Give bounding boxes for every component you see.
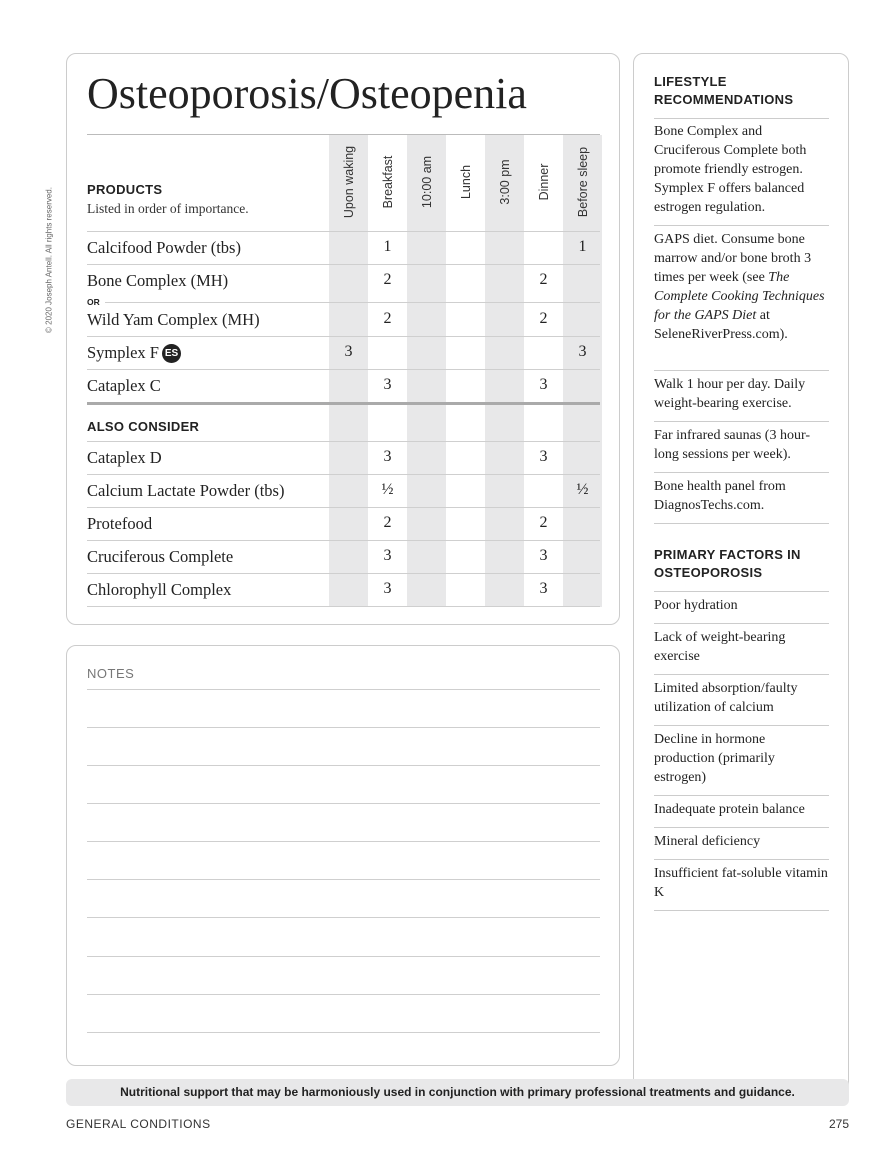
factor-item: Limited absorption/faulty utilization of calcium xyxy=(654,681,798,715)
notes-line xyxy=(87,841,600,842)
section-name: GENERAL CONDITIONS xyxy=(66,1117,211,1131)
row-divider xyxy=(87,441,600,442)
dose-cell: 3 xyxy=(344,343,353,360)
factor-item: Mineral deficiency xyxy=(654,834,761,849)
sidebar-divider xyxy=(654,472,829,473)
or-label: OR xyxy=(87,297,100,307)
column-header-3pm: 3:00 pm xyxy=(497,158,512,205)
lifestyle-item-gaps-diet: GAPS diet. Consume bone marrow and/or bone broth 3 times per week (see The Complete Cooking Techniques for the GAPS Diet at SeleneRiverPress.com). xyxy=(654,232,825,342)
es-badge: ES xyxy=(162,344,181,363)
row-label-calcium-lactate: Calcium Lactate Powder (tbs) xyxy=(87,481,285,500)
row-label-calcifood: Calcifood Powder (tbs) xyxy=(87,238,241,257)
column-header-dinner: Dinner xyxy=(536,163,551,200)
sidebar-divider xyxy=(654,523,829,524)
sidebar-divider xyxy=(654,623,829,624)
column-header-breakfast: Breakfast xyxy=(380,155,395,208)
notes-line xyxy=(87,956,600,957)
dose-cell: ½ xyxy=(381,481,394,498)
sidebar-divider xyxy=(654,859,829,860)
notes-line xyxy=(87,765,600,766)
row-divider xyxy=(87,369,600,370)
product-schedule-card xyxy=(66,53,620,625)
dose-cell: 3 xyxy=(539,448,548,465)
lifestyle-item-walk: Walk 1 hour per day. Daily weight-bearing exercise. xyxy=(654,377,806,411)
notes-line xyxy=(87,917,600,918)
sidebar-divider xyxy=(654,118,829,119)
factor-item: Inadequate protein balance xyxy=(654,802,805,817)
sidebar-divider xyxy=(654,795,829,796)
row-label-cataplex-d: Cataplex D xyxy=(87,448,162,467)
notes-line xyxy=(87,994,600,995)
table-bottom-rule xyxy=(87,606,600,607)
row-divider xyxy=(87,507,600,508)
also-consider-heading: ALSO CONSIDER xyxy=(87,419,200,434)
row-label-cataplex-c: Cataplex C xyxy=(87,376,161,395)
column-header-before-sleep: Before sleep xyxy=(575,146,590,217)
row-divider xyxy=(87,231,600,232)
row-label-chlorophyll: Chlorophyll Complex xyxy=(87,580,232,599)
lifestyle-item-saunas: Far infrared saunas (3 hour-long sessions per week). xyxy=(654,428,810,462)
dose-cell: 1 xyxy=(578,238,587,255)
products-heading: PRODUCTS xyxy=(87,182,163,197)
sidebar-divider xyxy=(654,225,829,226)
sidebar-divider xyxy=(654,370,829,371)
factor-item: Decline in hormone production (primarily estrogen) xyxy=(654,732,775,785)
row-divider xyxy=(87,264,600,265)
sidebar-divider xyxy=(654,827,829,828)
dose-cell: 2 xyxy=(539,310,548,327)
footer-banner: Nutritional support that may be harmoniously used in conjunction with primary professional treatments and guidance. xyxy=(66,1079,849,1106)
lifestyle-heading: LIFESTYLE RECOMMENDATIONS xyxy=(654,74,794,107)
dose-cell: 3 xyxy=(383,376,392,393)
or-divider xyxy=(105,302,600,303)
dose-cell: 3 xyxy=(578,343,587,360)
notes-line xyxy=(87,727,600,728)
column-header-lunch: Lunch xyxy=(458,164,473,199)
dose-cell: 3 xyxy=(383,547,392,564)
dose-cell: 3 xyxy=(539,547,548,564)
lifestyle-item-bone-panel: Bone health panel from DiagnosTechs.com. xyxy=(654,479,786,513)
products-header xyxy=(87,182,249,217)
column-header-upon-waking: Upon waking xyxy=(341,145,356,218)
dose-cell: 3 xyxy=(383,580,392,597)
symplex-label-text: Symplex F xyxy=(87,343,159,362)
notes-card xyxy=(66,645,620,1066)
sidebar-divider xyxy=(654,910,829,911)
page-title: Osteoporosis/Osteopenia xyxy=(87,69,527,118)
sidebar-divider xyxy=(654,421,829,422)
dose-cell: 2 xyxy=(383,310,392,327)
dose-cell: 2 xyxy=(383,271,392,288)
row-label-symplex-f xyxy=(87,343,181,363)
notes-line xyxy=(87,879,600,880)
row-label-protefood: Protefood xyxy=(87,514,153,533)
dose-cell: 3 xyxy=(539,580,548,597)
sidebar-divider xyxy=(654,725,829,726)
dose-cell: 3 xyxy=(383,448,392,465)
factors-heading: PRIMARY FACTORS IN OSTEOPOROSIS xyxy=(654,547,801,580)
notes-line xyxy=(87,1032,600,1033)
column-header-10am: 10:00 am xyxy=(419,155,434,208)
row-label-wild-yam: Wild Yam Complex (MH) xyxy=(87,310,260,329)
sidebar-divider xyxy=(654,674,829,675)
factor-item: Poor hydration xyxy=(654,598,738,613)
book-title: The Complete Cooking Techniques for the GAPS Diet xyxy=(654,270,825,323)
page-number: 275 xyxy=(828,1117,849,1131)
dose-cell: ½ xyxy=(576,481,589,498)
notes-line xyxy=(87,689,600,690)
row-divider xyxy=(87,474,600,475)
dose-cell: 2 xyxy=(539,514,548,531)
copyright-notice: © 2020 Joseph Antell. All rights reserved. xyxy=(44,187,54,333)
sidebar-card xyxy=(633,53,849,1105)
notes-heading: NOTES xyxy=(87,666,135,681)
products-subheading: Listed in order of importance. xyxy=(87,201,249,216)
section-divider xyxy=(87,402,600,405)
sidebar-divider xyxy=(654,591,829,592)
dose-cell: 2 xyxy=(539,271,548,288)
row-divider xyxy=(87,540,600,541)
factor-item: Insufficient fat-soluble vitamin K xyxy=(654,866,828,900)
row-divider xyxy=(87,573,600,574)
factor-item: Lack of weight-bearing exercise xyxy=(654,630,786,664)
dose-cell: 1 xyxy=(383,238,392,255)
dose-cell: 3 xyxy=(539,376,548,393)
lifestyle-item-estrogen: Bone Complex and Cruciferous Complete both promote friendly estrogen. Symplex F offers balanced estrogen regulation. xyxy=(654,124,807,215)
dose-cell: 2 xyxy=(383,514,392,531)
row-label-cruciferous: Cruciferous Complete xyxy=(87,547,234,566)
row-divider xyxy=(87,336,600,337)
notes-line xyxy=(87,803,600,804)
row-label-bone-complex: Bone Complex (MH) xyxy=(87,271,229,290)
